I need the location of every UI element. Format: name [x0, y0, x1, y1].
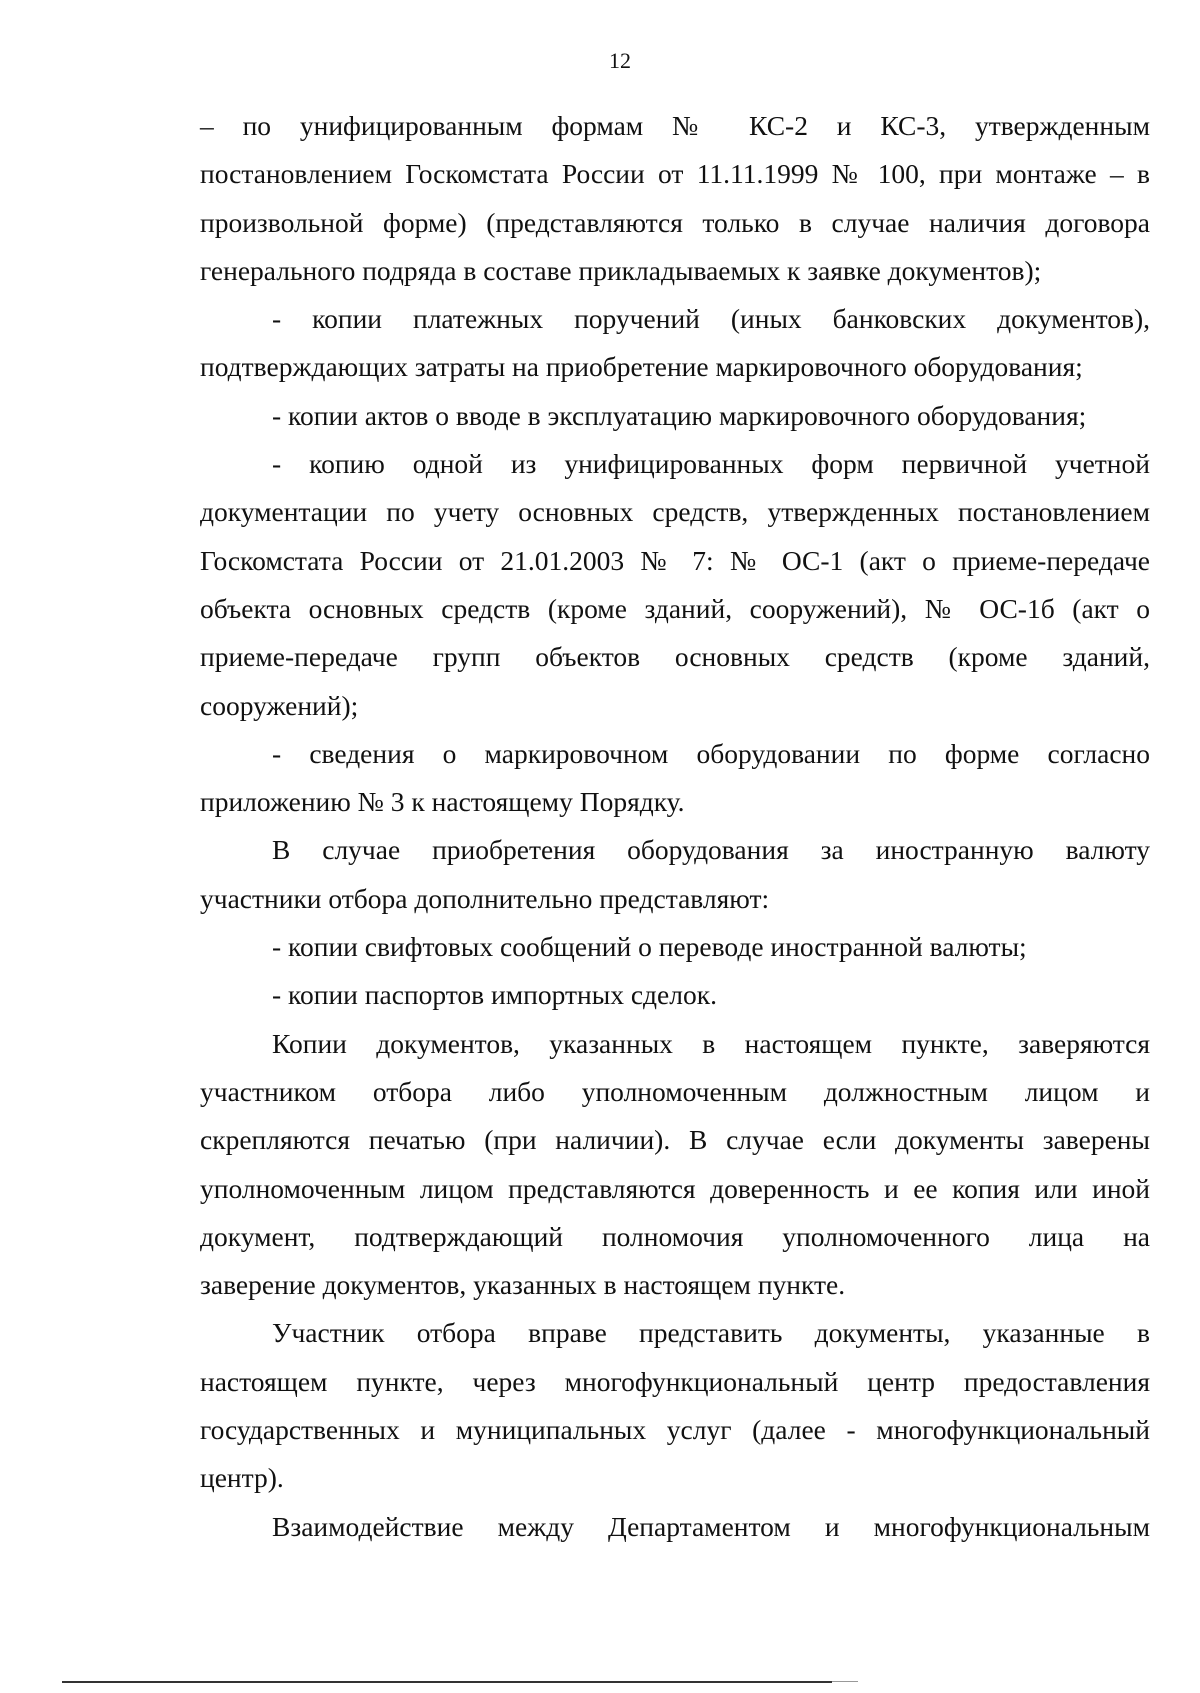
paragraph-line: - копии свифтовых сообщений о переводе иностранной валюты; [272, 931, 1027, 963]
paragraph-line: скрепляются печатью (при наличии). В случае если документы заверены [200, 1124, 1150, 1156]
paragraph-line: - копию одной из унифицированных форм первичной учетной [272, 448, 1150, 480]
paragraph-line: В случае приобретения оборудования за иностранную валюту [272, 834, 1150, 866]
paragraph-line: центр). [200, 1462, 284, 1494]
paragraph-line: Госкомстата России от 21.01.2003 № 7: № ОС-1 (акт о приеме-передаче [200, 544, 1150, 576]
paragraph-line: - копии платежных поручений (иных банковских документов), [272, 303, 1150, 335]
paragraph-line: уполномоченным лицом представляются доверенность и ее копия или иной [200, 1172, 1150, 1204]
paragraph-line: - копии паспортов импортных сделок. [272, 979, 717, 1011]
paragraph-line: подтверждающих затраты на приобретение маркировочного оборудования; [200, 351, 1083, 383]
paragraph-line: Участник отбора вправе представить документы, указанные в [272, 1317, 1150, 1349]
paragraph-line: участники отбора дополнительно представляют: [200, 882, 770, 914]
paragraph-line: постановлением Госкомстата России от 11.11.1999 № 100, при монтаже – в [200, 158, 1150, 190]
paragraph-line: сооружений); [200, 689, 359, 721]
paragraph-line: государственных и муниципальных услуг (далее - многофункциональный [200, 1414, 1150, 1446]
page-number: 12 [609, 48, 631, 73]
document-body [200, 102, 1150, 1551]
footer-rule-tail [832, 1681, 858, 1682]
paragraph-line: - копии актов о вводе в эксплуатацию маркировочного оборудования; [272, 399, 1087, 431]
paragraph-line: документ, подтверждающий полномочия уполномоченного лица на [200, 1220, 1150, 1252]
paragraph-line: - сведения о маркировочном оборудовании по форме согласно [272, 737, 1150, 769]
paragraph-line: приложению № 3 к настоящему Порядку. [200, 786, 685, 818]
paragraph-line: приеме-передаче групп объектов основных средств (кроме зданий, [200, 641, 1150, 673]
paragraph-line: документации по учету основных средств, утвержденных постановлением [200, 496, 1150, 528]
paragraph-line: участником отбора либо уполномоченным должностным лицом и [200, 1075, 1150, 1107]
paragraph-line: заверение документов, указанных в настоящем пункте. [200, 1269, 846, 1301]
paragraph-line: произвольной форме) (представляются только в случае наличия договора [200, 206, 1150, 238]
footer-rule [62, 1681, 832, 1683]
paragraph-line: настоящем пункте, через многофункциональный центр предоставления [200, 1365, 1150, 1397]
paragraph-line: Взаимодействие между Департаментом и многофункциональным [272, 1510, 1150, 1542]
paragraph-line: объекта основных средств (кроме зданий, сооружений), № ОС-1б (акт о [200, 592, 1150, 624]
paragraph-line: генерального подряда в составе прикладываемых к заявке документов); [200, 254, 1042, 286]
paragraph-line: – по унифицированным формам № КС-2 и КС-3, утвержденным [200, 110, 1150, 141]
paragraph-line: Копии документов, указанных в настоящем пункте, заверяются [272, 1027, 1150, 1059]
